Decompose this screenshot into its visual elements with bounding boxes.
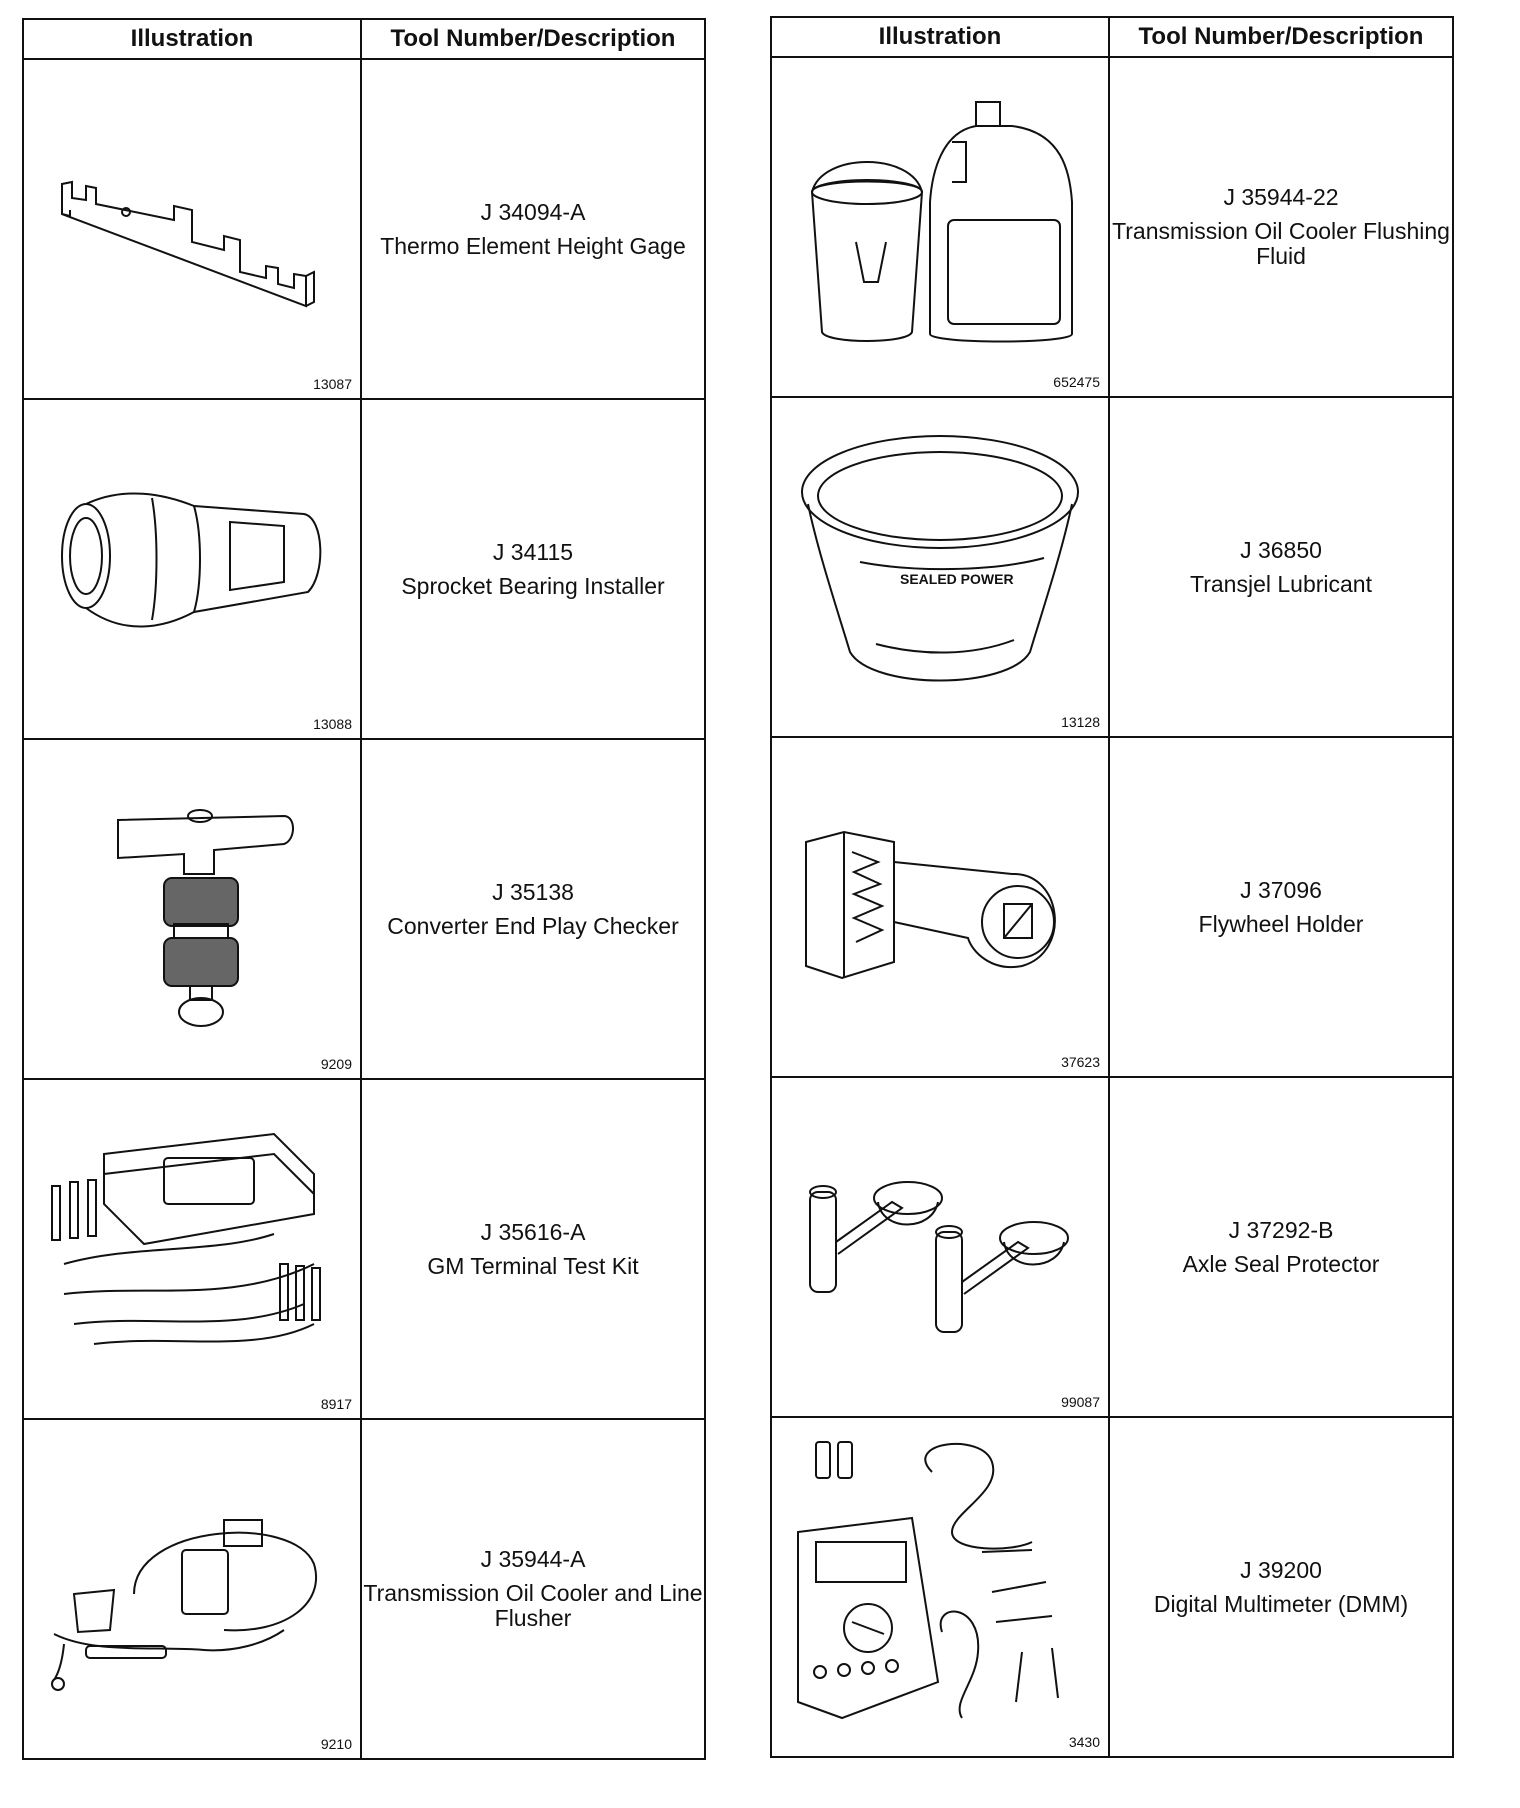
tool-number: J 35616-A <box>480 1218 586 1245</box>
figure-number: 9210 <box>320 1736 352 1752</box>
table-row <box>771 397 1453 737</box>
tool-description-cell <box>1109 1417 1453 1757</box>
tool-table-right <box>770 16 1454 1758</box>
tool-description-cell <box>1109 1077 1453 1417</box>
figure-number: 13088 <box>313 716 352 732</box>
table-row <box>771 57 1453 397</box>
tool-number: J 37292-B <box>1228 1216 1334 1243</box>
tool-name: Flywheel Holder <box>1198 910 1364 937</box>
table-row <box>771 1417 1453 1757</box>
tool-number: J 35944-22 <box>1223 184 1339 210</box>
tool-name: Digital Multimeter (DMM) <box>1153 1590 1409 1617</box>
line-flusher-icon <box>34 1434 350 1724</box>
tool-description-cell <box>1109 57 1453 397</box>
illustration-cell <box>771 1417 1109 1757</box>
tool-number: J 36850 <box>1240 536 1322 563</box>
table-row <box>771 1077 1453 1417</box>
tool-name: Transmission Oil Cooler and Line Flusher <box>363 1580 703 1631</box>
tool-name: Transmission Oil Cooler Flushing Fluid <box>1112 218 1450 269</box>
tool-number: J 34094-A <box>480 198 586 225</box>
table-row <box>23 1079 705 1419</box>
figure-number: 9209 <box>320 1056 352 1072</box>
tool-name: Axle Seal Protector <box>1182 1250 1380 1277</box>
illustration-header: Illustration <box>23 19 361 59</box>
illustration-cell <box>771 57 1109 397</box>
tool-name: Thermo Element Height Gage <box>380 232 686 259</box>
tool-description-cell <box>361 1079 705 1419</box>
table-row <box>23 59 705 399</box>
tool-name: Converter End Play Checker <box>387 912 679 939</box>
multimeter-icon <box>782 1432 1098 1722</box>
svg-text:SEALED POWER: SEALED POWER <box>900 571 1014 587</box>
tool-description-cell <box>361 399 705 739</box>
tool-description-cell <box>361 739 705 1079</box>
illustration-header: Illustration <box>771 17 1109 57</box>
tool-number: J 34115 <box>492 538 574 565</box>
illustration-cell <box>23 1419 361 1759</box>
tool-number: J 39200 <box>1240 1556 1322 1583</box>
figure-number: 13128 <box>1061 714 1100 730</box>
tool-description-cell <box>1109 737 1453 1077</box>
illustration-cell <box>23 59 361 399</box>
tool-name: Sprocket Bearing Installer <box>401 572 665 599</box>
flushing-fluid-icon <box>782 72 1098 362</box>
lubricant-tub-icon <box>782 412 1098 702</box>
height-gage-icon <box>34 74 350 364</box>
figure-number: 37623 <box>1061 1054 1100 1070</box>
bearing-installer-icon <box>34 414 350 704</box>
tool-description-cell <box>361 59 705 399</box>
end-play-checker-icon <box>34 754 350 1044</box>
tool-name: Transjel Lubricant <box>1190 570 1372 597</box>
illustration-cell <box>771 1077 1109 1417</box>
figure-number: 99087 <box>1061 1394 1100 1410</box>
illustration-cell <box>23 399 361 739</box>
figure-number: 652475 <box>1053 374 1100 390</box>
tool-number: J 35138 <box>492 878 574 905</box>
flywheel-holder-icon <box>782 752 1098 1042</box>
tool-number: J 35944-A <box>480 1546 586 1572</box>
tool-table-left <box>22 18 706 1760</box>
header-row <box>771 17 1453 57</box>
tool-header: Tool Number/Description <box>1109 17 1453 57</box>
tool-description-cell <box>1109 397 1453 737</box>
illustration-cell <box>23 1079 361 1419</box>
illustration-cell <box>23 739 361 1079</box>
figure-number: 13087 <box>313 376 352 392</box>
tool-description-cell <box>361 1419 705 1759</box>
tool-header: Tool Number/Description <box>361 19 705 59</box>
illustration-cell <box>771 737 1109 1077</box>
table-row <box>771 737 1453 1077</box>
illustration-cell <box>771 397 1109 737</box>
table-row <box>23 399 705 739</box>
figure-number: 8917 <box>320 1396 352 1412</box>
table-row <box>23 1419 705 1759</box>
tool-name: GM Terminal Test Kit <box>427 1252 639 1279</box>
header-row <box>23 19 705 59</box>
table-row <box>23 739 705 1079</box>
figure-number: 3430 <box>1068 1734 1100 1750</box>
axle-seal-protector-icon <box>782 1092 1098 1382</box>
tool-number: J 37096 <box>1240 876 1322 903</box>
terminal-test-kit-icon <box>34 1094 350 1384</box>
